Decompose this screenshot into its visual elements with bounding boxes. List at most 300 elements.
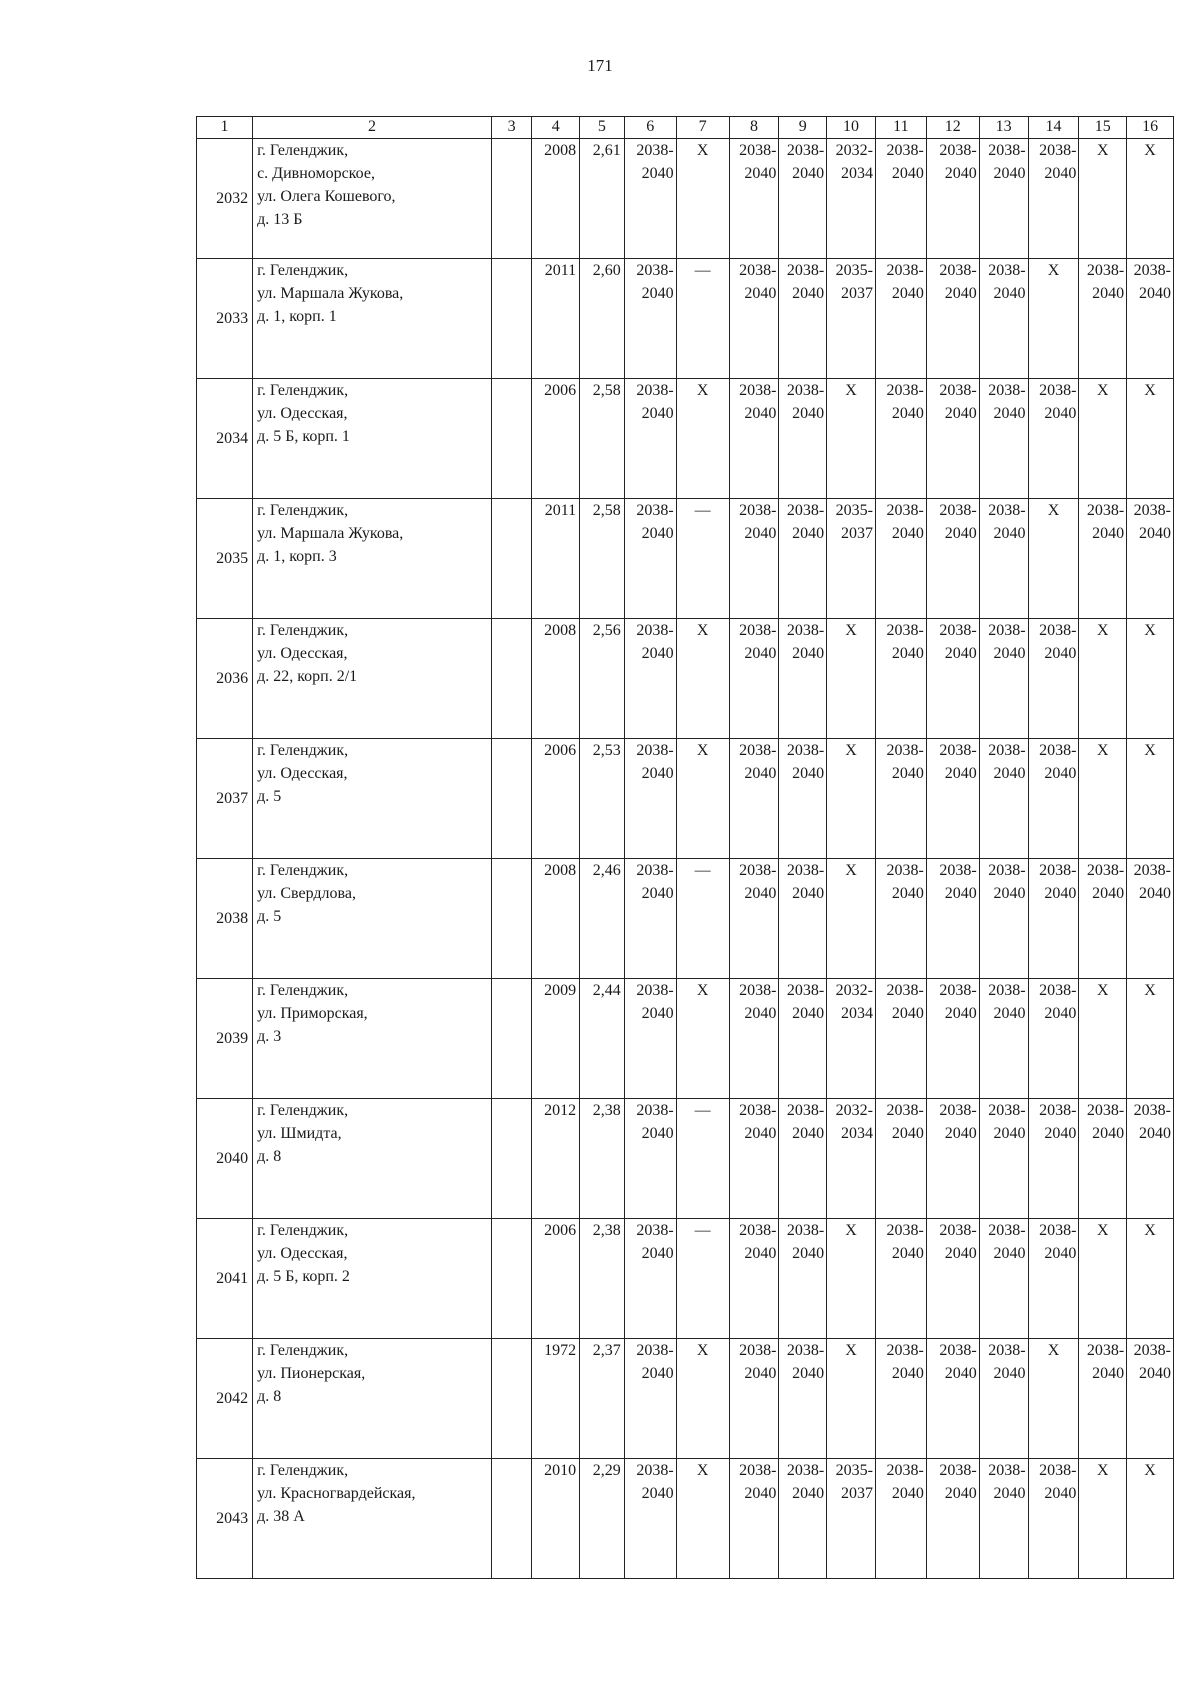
period-end: 2037 [840,1485,873,1502]
cell-c14 [1028,1099,1079,1219]
cell-c13 [979,499,1028,619]
period-end: 2040 [944,405,977,422]
period-start: 2038- [786,1342,825,1359]
row-number: 2036 [197,619,253,739]
period-end: 2037 [840,285,873,302]
period-start: 2038- [636,142,674,159]
period-start: 2038- [988,1222,1026,1239]
cell-c6 [624,499,676,619]
data-table [196,116,1174,1579]
period-start: 2038- [786,382,825,399]
column-header: 6 [624,117,676,139]
address-line: ул. Свердлова, [257,885,356,902]
cell-c9 [779,259,827,379]
period-end: 2040 [792,645,825,662]
column-header: 1 [197,117,253,139]
table-row [197,739,1174,859]
cell-c9 [779,1339,827,1459]
period-end: 2040 [792,1365,825,1382]
cell-c8 [729,139,779,259]
period-end: 2040 [792,1245,825,1262]
cell-c4: 2006 [532,1219,580,1339]
cell-c16: Х [1127,979,1174,1099]
period-end: 2040 [744,1005,777,1022]
cell-c6 [624,979,676,1099]
cell-c11 [875,979,926,1099]
address-line: ул. Пионерская, [257,1365,366,1382]
period-end: 2040 [944,525,977,542]
table-row [197,1459,1174,1579]
period-start: 2038- [939,502,977,519]
column-header: 7 [676,117,729,139]
period-start: 2038- [786,742,825,759]
period-end: 2040 [792,525,825,542]
column-header: 13 [979,117,1028,139]
period-start: 2038- [636,1102,674,1119]
period-end: 2040 [744,405,777,422]
cell-c9 [779,1219,827,1339]
cell-c15: Х [1079,1219,1127,1339]
period-end: 2040 [792,1005,825,1022]
period-start: 2038- [886,1222,924,1239]
cell-c8 [729,619,779,739]
period-end: 2040 [792,1125,825,1142]
cell-c12 [926,1459,979,1579]
column-header: 11 [875,117,926,139]
cell-c9 [779,1459,827,1579]
cell-c16: Х [1127,379,1174,499]
period-end: 2040 [993,645,1026,662]
cell-c7: Х [676,139,729,259]
period-end: 2040 [744,525,777,542]
period-start: 2038- [1039,1462,1077,1479]
cell-c15: Х [1079,1459,1127,1579]
period-start: 2038- [1133,862,1171,879]
cell-col3 [491,139,531,259]
period-start: 2038- [1086,1102,1125,1119]
address-cell [253,739,492,859]
period-end: 2040 [944,1125,977,1142]
address-line: г. Геленджик, [257,862,349,879]
cell-c16 [1127,259,1174,379]
address-line: г. Геленджик, [257,1462,349,1479]
cell-c15 [1079,259,1127,379]
period-start: 2038- [1039,1222,1077,1239]
table-row [197,259,1174,379]
period-end: 2040 [792,405,825,422]
period-end: 2040 [744,645,777,662]
cell-c14 [1028,739,1079,859]
period-start: 2038- [886,1102,924,1119]
cell-c8 [729,979,779,1099]
cell-c9 [779,499,827,619]
row-number: 2032 [197,139,253,259]
cell-c12 [926,499,979,619]
period-end: 2037 [840,525,873,542]
cell-c12 [926,1339,979,1459]
address-line: д. 3 [257,1028,282,1045]
cell-c15 [1079,1099,1127,1219]
period-end: 2040 [1044,1125,1077,1142]
period-end: 2040 [1139,885,1171,902]
cell-c4: 2011 [532,259,580,379]
period-end: 2040 [641,1005,674,1022]
period-end: 2040 [993,1365,1026,1382]
period-end: 2040 [744,765,777,782]
column-header: 3 [491,117,531,139]
period-end: 2034 [840,1005,873,1022]
address-line: г. Геленджик, [257,742,349,759]
cell-c14 [1028,859,1079,979]
cell-c5: 2,29 [580,1459,625,1579]
period-end: 2040 [641,285,674,302]
period-end: 2040 [944,645,977,662]
period-start: 2038- [1133,502,1171,519]
cell-c10 [827,139,876,259]
cell-c13 [979,739,1028,859]
period-start: 2038- [636,1222,674,1239]
cell-c12 [926,259,979,379]
period-end: 2040 [792,885,825,902]
address-cell [253,379,492,499]
period-end: 2040 [641,165,674,182]
table-row [197,499,1174,619]
column-header: 9 [779,117,827,139]
cell-c6 [624,139,676,259]
period-end: 2040 [891,1125,924,1142]
cell-c11 [875,1339,926,1459]
cell-col3 [491,379,531,499]
period-end: 2034 [840,165,873,182]
cell-col3 [491,499,531,619]
period-start: 2038- [988,1342,1026,1359]
cell-col3 [491,739,531,859]
period-start: 2038- [786,262,825,279]
period-start: 2038- [988,982,1026,999]
cell-c16: Х [1127,139,1174,259]
cell-c7: Х [676,379,729,499]
period-start: 2038- [988,262,1026,279]
period-start: 2038- [988,742,1026,759]
cell-c12 [926,379,979,499]
cell-col3 [491,1099,531,1219]
cell-c5: 2,61 [580,139,625,259]
cell-c12 [926,1219,979,1339]
cell-c11 [875,1099,926,1219]
period-start: 2035- [835,1462,873,1479]
row-number: 2042 [197,1339,253,1459]
cell-c7: Х [676,1459,729,1579]
cell-c4: 2010 [532,1459,580,1579]
address-line: ул. Одесская, [257,1245,348,1262]
cell-c10: Х [827,619,876,739]
period-end: 2040 [944,1245,977,1262]
period-end: 2040 [792,285,825,302]
cell-c11 [875,499,926,619]
cell-c9 [779,979,827,1099]
address-line: ул. Одесская, [257,645,348,662]
cell-c13 [979,979,1028,1099]
cell-c13 [979,1099,1028,1219]
cell-c15: Х [1079,619,1127,739]
address-line: г. Геленджик, [257,1222,349,1239]
period-start: 2038- [1086,262,1125,279]
cell-c6 [624,739,676,859]
column-header: 5 [580,117,625,139]
address-line: ул. Красногвардейская, [257,1485,416,1502]
period-start: 2038- [786,862,825,879]
cell-c10: Х [827,859,876,979]
period-end: 2040 [641,765,674,782]
cell-c9 [779,379,827,499]
address-cell [253,139,492,259]
cell-c4: 2008 [532,619,580,739]
cell-c8 [729,379,779,499]
row-number: 2041 [197,1219,253,1339]
period-start: 2038- [886,382,924,399]
address-line: ул. Шмидта, [257,1125,342,1142]
cell-c6 [624,379,676,499]
cell-c7: Х [676,619,729,739]
row-number: 2033 [197,259,253,379]
row-number: 2037 [197,739,253,859]
header-row [197,117,1174,139]
cell-c8 [729,259,779,379]
period-start: 2038- [786,502,825,519]
period-start: 2038- [886,142,924,159]
row-number: 2038 [197,859,253,979]
period-end: 2040 [1092,885,1125,902]
cell-c16: Х [1127,1459,1174,1579]
address-line: д. 8 [257,1148,282,1165]
period-start: 2038- [636,982,674,999]
cell-c16: Х [1127,1219,1174,1339]
cell-c6 [624,1459,676,1579]
period-end: 2040 [744,1485,777,1502]
period-start: 2038- [636,742,674,759]
address-cell [253,619,492,739]
period-start: 2038- [739,622,777,639]
cell-c15: Х [1079,139,1127,259]
period-start: 2038- [739,502,777,519]
period-start: 2038- [636,502,674,519]
cell-col3 [491,1339,531,1459]
period-end: 2040 [993,1125,1026,1142]
address-line: д. 5 [257,908,282,925]
period-end: 2040 [744,285,777,302]
cell-c15: Х [1079,379,1127,499]
cell-c7: — [676,1219,729,1339]
period-end: 2040 [641,525,674,542]
cell-c7: — [676,259,729,379]
period-end: 2040 [944,165,977,182]
period-end: 2040 [641,1365,674,1382]
column-header: 12 [926,117,979,139]
table-row [197,1099,1174,1219]
cell-c9 [779,619,827,739]
period-end: 2040 [1044,1485,1077,1502]
period-start: 2038- [1039,862,1077,879]
cell-c7: — [676,499,729,619]
period-start: 2038- [939,1222,977,1239]
period-end: 2040 [891,165,924,182]
cell-c8 [729,739,779,859]
row-number: 2040 [197,1099,253,1219]
table-row [197,1339,1174,1459]
address-line: г. Геленджик, [257,622,349,639]
cell-col3 [491,1219,531,1339]
period-end: 2040 [1044,885,1077,902]
period-end: 2040 [891,1245,924,1262]
period-end: 2040 [944,885,977,902]
period-end: 2040 [1044,1005,1077,1022]
cell-c15 [1079,1339,1127,1459]
cell-c14: Х [1028,499,1079,619]
address-line: г. Геленджик, [257,142,349,159]
column-header: 8 [729,117,779,139]
period-end: 2040 [891,1485,924,1502]
period-end: 2040 [993,405,1026,422]
period-end: 2040 [944,1365,977,1382]
address-line: г. Геленджик, [257,262,349,279]
period-start: 2038- [886,262,924,279]
period-start: 2038- [739,742,777,759]
cell-c5: 2,46 [580,859,625,979]
cell-c16 [1127,1339,1174,1459]
cell-c16 [1127,1099,1174,1219]
column-header: 4 [532,117,580,139]
period-start: 2038- [939,862,977,879]
period-end: 2040 [792,765,825,782]
period-end: 2040 [891,645,924,662]
cell-c10: Х [827,1219,876,1339]
period-start: 2038- [739,1102,777,1119]
cell-c7: — [676,1099,729,1219]
period-end: 2040 [744,1245,777,1262]
cell-col3 [491,1459,531,1579]
period-start: 2038- [1133,1342,1171,1359]
column-header: 2 [253,117,492,139]
period-start: 2038- [786,142,825,159]
period-start: 2038- [636,1462,674,1479]
period-start: 2038- [886,742,924,759]
address-cell [253,859,492,979]
cell-c10 [827,979,876,1099]
address-cell [253,1099,492,1219]
cell-c11 [875,1459,926,1579]
page-number: 171 [587,56,613,75]
period-start: 2032- [835,982,873,999]
row-number: 2043 [197,1459,253,1579]
address-line: г. Геленджик, [257,1342,349,1359]
period-start: 2035- [835,502,873,519]
cell-c14 [1028,619,1079,739]
period-end: 2040 [993,1005,1026,1022]
cell-c16: Х [1127,619,1174,739]
period-start: 2038- [988,382,1026,399]
cell-col3 [491,859,531,979]
column-header: 16 [1127,117,1174,139]
period-end: 2040 [641,1245,674,1262]
period-start: 2038- [886,1342,924,1359]
period-start: 2038- [988,502,1026,519]
period-start: 2038- [636,262,674,279]
cell-c13 [979,259,1028,379]
address-line: д. 8 [257,1388,282,1405]
cell-c14 [1028,379,1079,499]
cell-c5: 2,38 [580,1099,625,1219]
period-start: 2038- [939,1462,977,1479]
cell-c4: 1972 [532,1339,580,1459]
address-line: г. Геленджик, [257,502,349,519]
period-start: 2038- [636,382,674,399]
cell-c13 [979,139,1028,259]
address-line: с. Дивноморское, [257,165,375,182]
address-line: ул. Одесская, [257,405,348,422]
cell-c8 [729,1339,779,1459]
period-start: 2038- [1133,262,1171,279]
address-cell [253,259,492,379]
period-start: 2038- [739,1222,777,1239]
address-line: д. 5 [257,788,282,805]
address-cell [253,979,492,1099]
period-start: 2038- [739,1342,777,1359]
period-start: 2038- [1086,1342,1125,1359]
period-end: 2040 [641,1485,674,1502]
cell-c12 [926,859,979,979]
address-cell [253,1219,492,1339]
cell-c6 [624,859,676,979]
period-start: 2038- [886,982,924,999]
address-line: ул. Одесская, [257,765,348,782]
cell-c13 [979,379,1028,499]
cell-c14 [1028,1219,1079,1339]
address-line: г. Геленджик, [257,982,349,999]
period-start: 2038- [1086,862,1125,879]
period-start: 2038- [939,742,977,759]
address-line: д. 5 Б, корп. 2 [257,1268,350,1285]
cell-c9 [779,739,827,859]
address-line: ул. Приморская, [257,1005,368,1022]
cell-c6 [624,1219,676,1339]
period-start: 2038- [886,622,924,639]
period-start: 2038- [739,982,777,999]
cell-c9 [779,139,827,259]
cell-c16: Х [1127,739,1174,859]
cell-c5: 2,58 [580,379,625,499]
cell-col3 [491,979,531,1099]
cell-c5: 2,44 [580,979,625,1099]
cell-c11 [875,859,926,979]
row-number: 2034 [197,379,253,499]
cell-c8 [729,1219,779,1339]
period-end: 2040 [641,1125,674,1142]
period-end: 2040 [792,1485,825,1502]
period-start: 2038- [1133,1102,1171,1119]
cell-c6 [624,619,676,739]
period-start: 2035- [835,262,873,279]
cell-c4: 2006 [532,379,580,499]
period-start: 2038- [939,1102,977,1119]
cell-c14 [1028,139,1079,259]
period-start: 2038- [886,862,924,879]
period-end: 2040 [993,765,1026,782]
period-start: 2032- [835,1102,873,1119]
cell-c14 [1028,1459,1079,1579]
period-end: 2040 [1139,1125,1171,1142]
period-end: 2040 [944,1005,977,1022]
period-start: 2038- [886,502,924,519]
